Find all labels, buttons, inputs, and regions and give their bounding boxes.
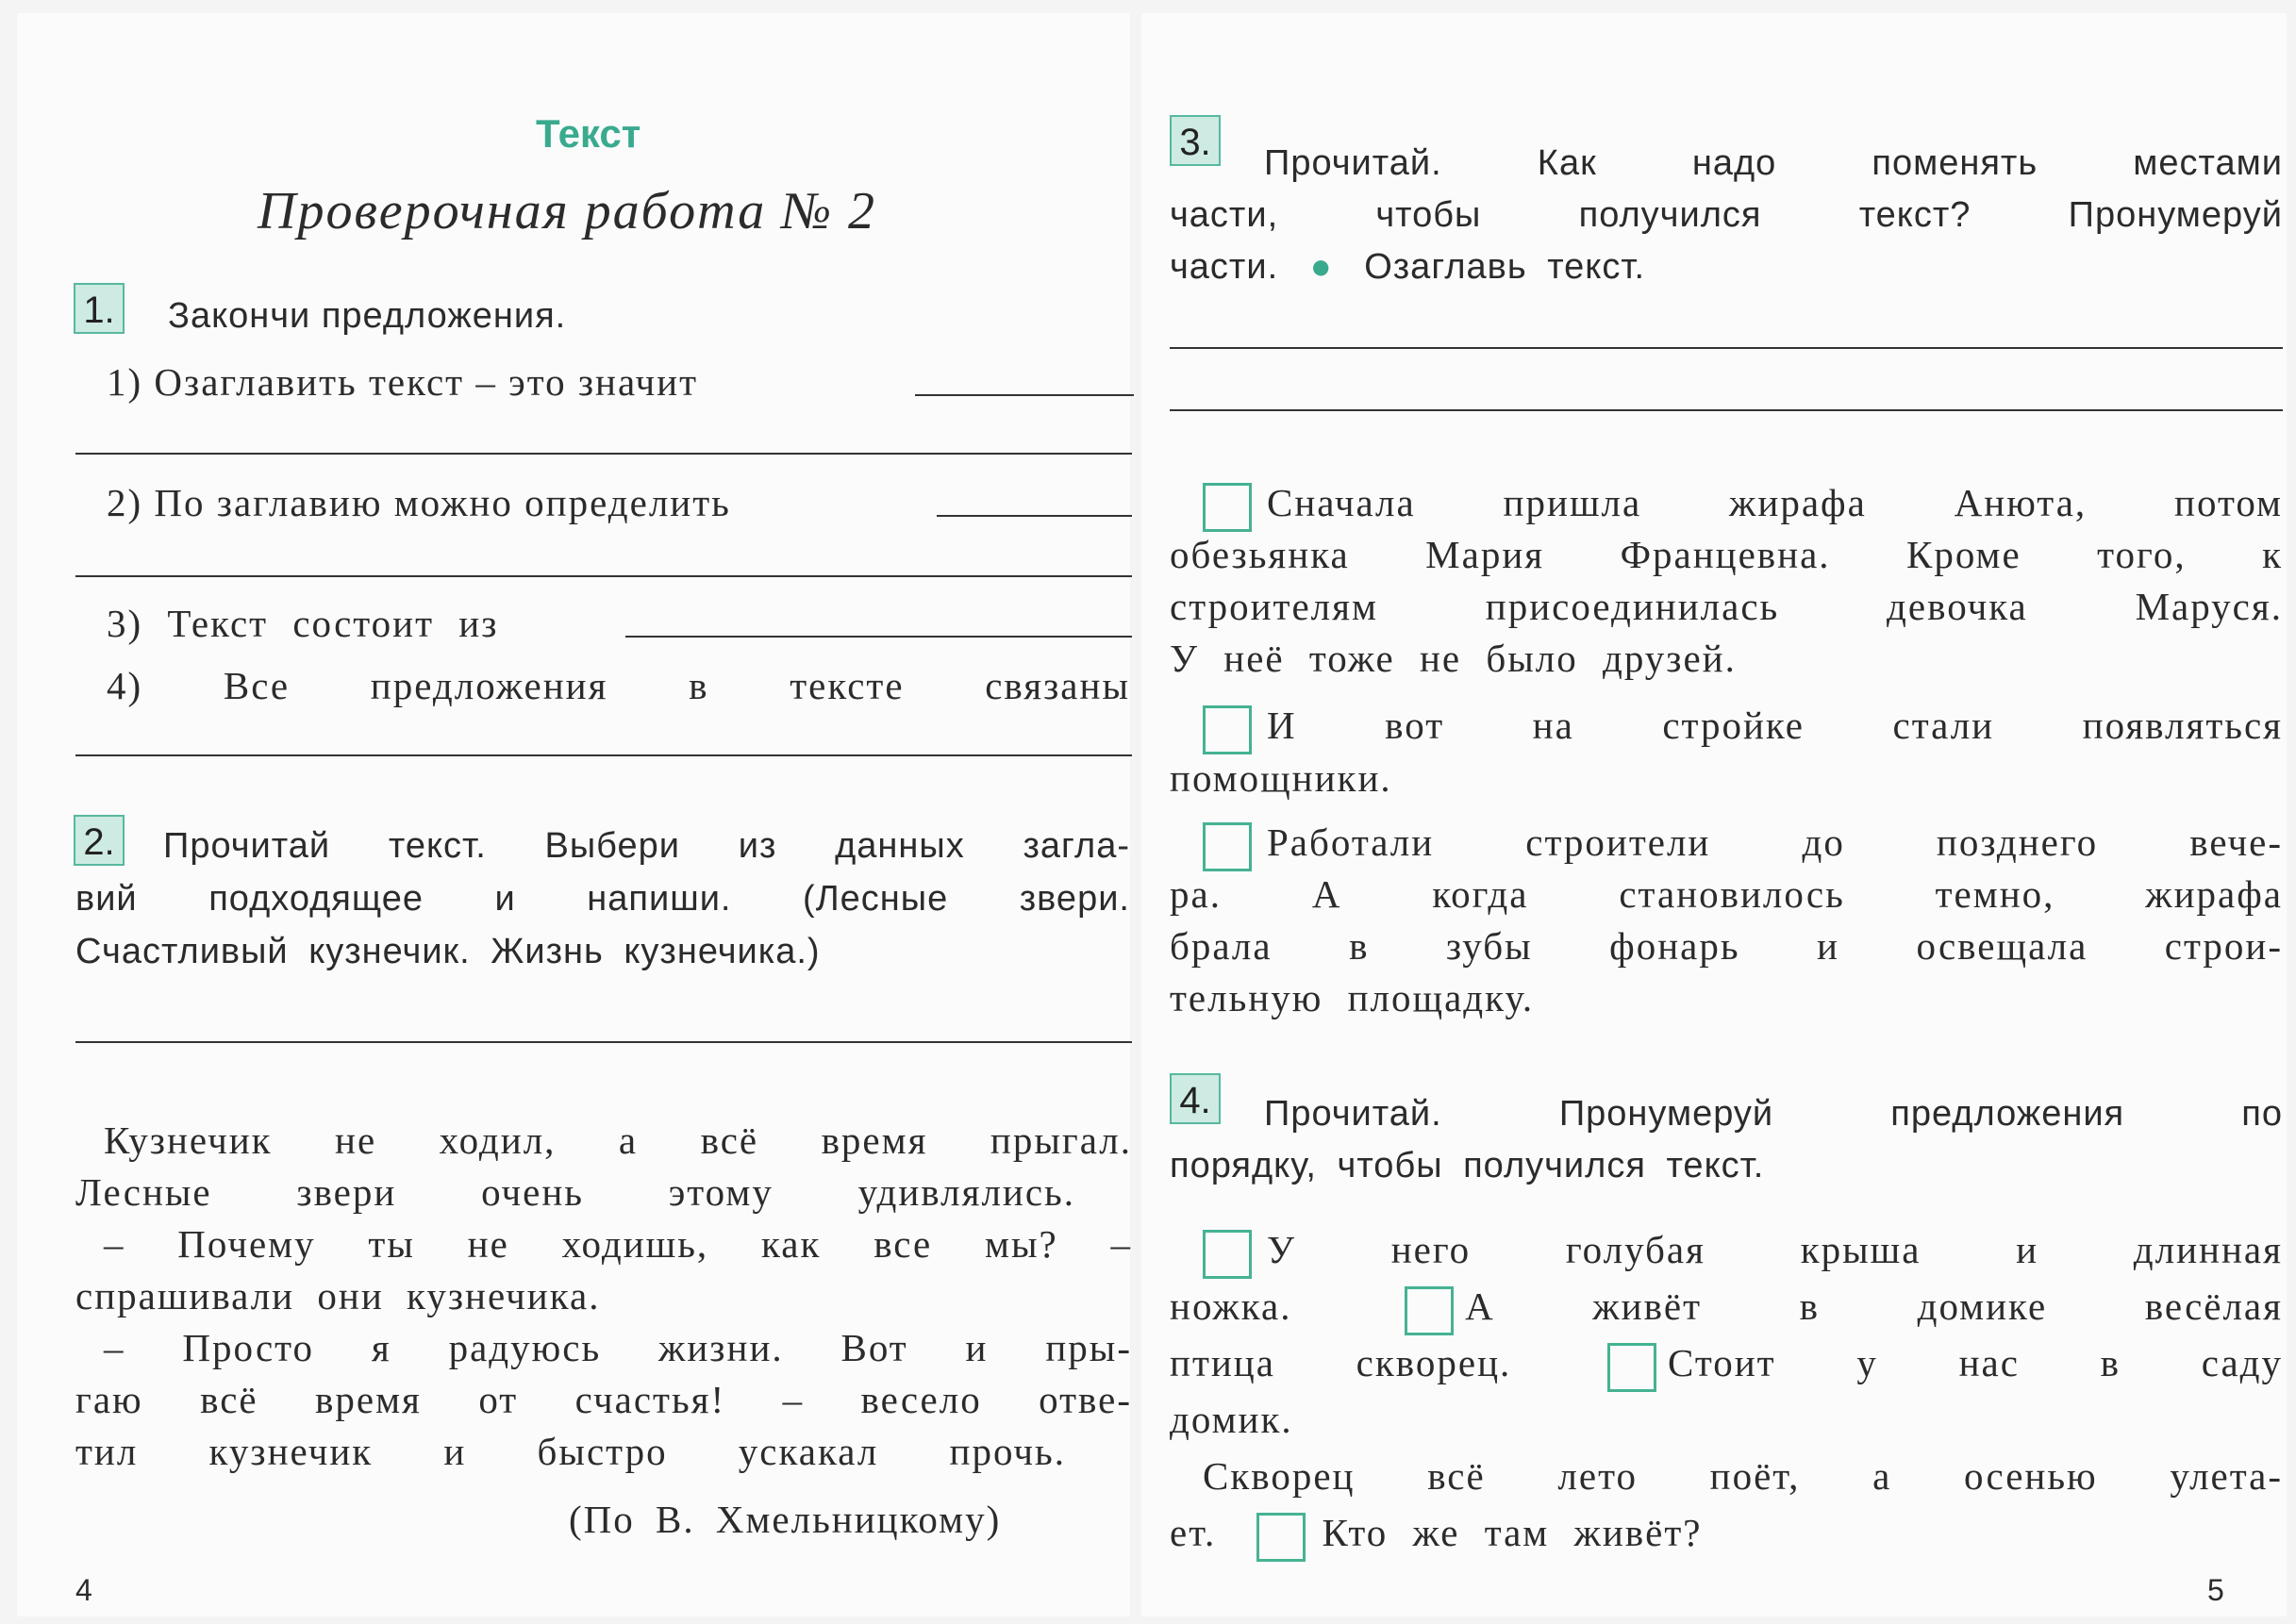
task4-heading-line: порядку, чтобы получился текст. — [1170, 1146, 1765, 1185]
task4-number: 4. — [1170, 1073, 1221, 1124]
task3-heading-line: Прочитай. Как надо поменять местами — [1264, 143, 2283, 183]
number-box[interactable] — [1203, 483, 1252, 532]
bullet-icon: ● — [1309, 247, 1333, 287]
section-title: Текст — [536, 111, 641, 156]
page-number-right: 5 — [2207, 1573, 2224, 1607]
task3-part-line: Работали строители до позднего вече- — [1203, 817, 2283, 871]
story-line: тил кузнечик и быстро ускакал прочь. — [75, 1430, 1066, 1473]
page-number-left: 4 — [75, 1573, 92, 1607]
task3-part-line: И вот на стройке стали появляться — [1203, 700, 2283, 754]
task4-text-line: Скворец всё лето поёт, а осенью улета- — [1203, 1454, 2283, 1498]
task2-heading-line: Счастливый кузнечик. Жизнь кузнечика.) — [75, 932, 821, 971]
number-box[interactable] — [1203, 705, 1252, 754]
task4-text-line: домик. — [1170, 1398, 1293, 1441]
task4-text-line: ет. Кто же там живёт? — [1170, 1507, 1702, 1562]
story-line: гаю всё время от счастья! – весело отве- — [75, 1378, 1132, 1421]
task2-heading-line: вий подходящее и напиши. (Лесные звери. — [75, 879, 1130, 919]
task3-part-line: строителям присоединилась девочка Маруся. — [1170, 585, 2283, 628]
task3-part-line: помощники. — [1170, 756, 1392, 800]
work-title: Проверочная работа № 2 — [258, 182, 877, 240]
task4-text-line: У него голубая крыша и длинная — [1203, 1224, 2283, 1279]
number-box[interactable] — [1405, 1286, 1454, 1335]
story-line: – Почему ты не ходишь, как все мы? – — [104, 1222, 1132, 1266]
task4-heading-line: Прочитай. Пронумеруй предложения по — [1264, 1094, 2283, 1134]
story-author: (По В. Хмельницкому) — [569, 1498, 1002, 1541]
story-line: спрашивали они кузнечика. — [75, 1274, 601, 1317]
answer-line[interactable] — [75, 1041, 1132, 1043]
task3-heading-line: части. ● Озаглавь текст. — [1170, 247, 1646, 287]
answer-line[interactable] — [75, 453, 1132, 455]
task4-text-line: ножка. А живёт в домике весёлая — [1170, 1281, 2283, 1335]
number-box[interactable] — [1607, 1343, 1656, 1392]
task1-item-2: 2) По заглавию можно определить — [107, 481, 731, 524]
task3-part-line: обезьянка Мария Францевна. Кроме того, к — [1170, 533, 2283, 576]
task3-number: 3. — [1170, 115, 1221, 166]
answer-line[interactable] — [75, 575, 1132, 577]
task1-item-3: 3) Текст состоит из — [107, 602, 499, 645]
task4-text-line: птица скворец. Стоит у нас в саду — [1170, 1337, 2283, 1392]
answer-line[interactable] — [1170, 347, 2283, 349]
answer-line[interactable] — [625, 636, 1132, 638]
number-box[interactable] — [1203, 1230, 1252, 1279]
task3-part-line: тельную площадку. — [1170, 976, 1535, 1019]
task3-part-line: У неё тоже не было друзей. — [1170, 637, 1737, 680]
answer-line[interactable] — [1170, 409, 2283, 411]
task1-number: 1. — [74, 283, 125, 334]
number-box[interactable] — [1256, 1513, 1306, 1562]
right-page — [1141, 13, 2287, 1616]
task3-heading-line: части, чтобы получился текст? Пронумеруй — [1170, 195, 2283, 235]
task1-item-4: 4) Все предложения в тексте связаны — [107, 664, 1130, 707]
story-line: Кузнечик не ходил, а всё время прыгал. — [104, 1119, 1132, 1162]
task3-part-line: ра. А когда становилось темно, жирафа — [1170, 872, 2283, 916]
task1-item-1: 1) Озаглавить текст – это значит — [107, 360, 698, 404]
task3-part-line: Сначала пришла жирафа Анюта, потом — [1203, 477, 2283, 532]
task1-heading: Закончи предложения. — [168, 296, 567, 336]
story-line: – Просто я радуюсь жизни. Вот и пры- — [104, 1326, 1132, 1369]
left-page — [17, 13, 1130, 1616]
task3-part-line: брала в зубы фонарь и освещала строи- — [1170, 924, 2283, 968]
answer-line[interactable] — [915, 394, 1134, 396]
task2-number: 2. — [74, 815, 125, 866]
story-line: Лесные звери очень этому удивлялись. — [75, 1170, 1075, 1214]
answer-line[interactable] — [937, 515, 1132, 517]
answer-line[interactable] — [75, 754, 1132, 756]
number-box[interactable] — [1203, 822, 1252, 871]
task2-heading-line: Прочитай текст. Выбери из данных загла- — [163, 826, 1130, 866]
